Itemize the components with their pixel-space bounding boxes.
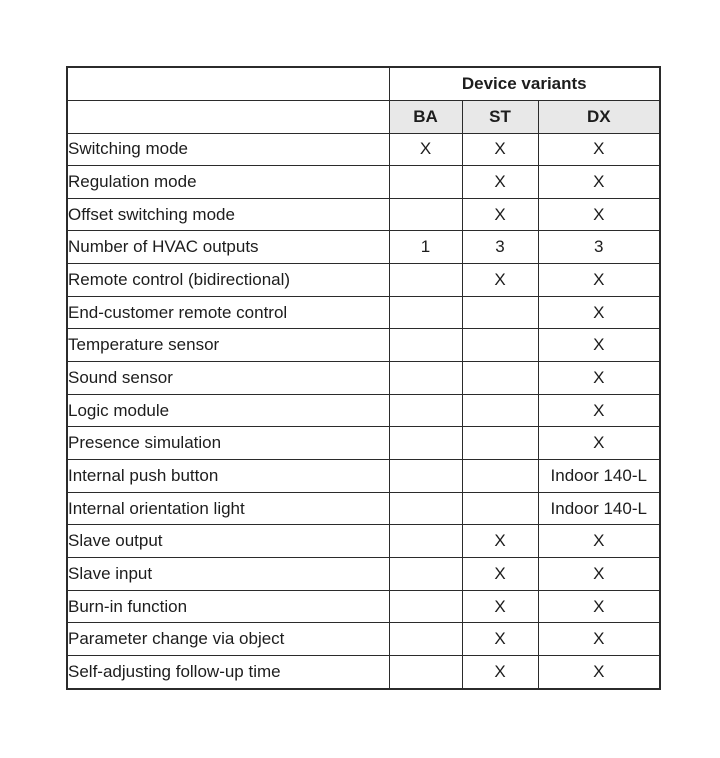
value-cell-dx: X: [538, 329, 660, 362]
value-cell-st: [462, 460, 538, 493]
value-cell-st: X: [462, 525, 538, 558]
value-cell-dx: X: [538, 525, 660, 558]
feature-label: Sound sensor: [67, 362, 389, 395]
value-cell-st: X: [462, 623, 538, 656]
blank-spacer-cell: [67, 100, 389, 133]
value-cell-dx: X: [538, 558, 660, 591]
table-row: [67, 460, 660, 493]
feature-label: Internal push button: [67, 460, 389, 493]
feature-label: Switching mode: [67, 133, 389, 166]
feature-label: Number of HVAC outputs: [67, 231, 389, 264]
feature-label: Logic module: [67, 394, 389, 427]
table-row: [67, 133, 660, 166]
value-cell-dx: X: [538, 198, 660, 231]
table-group-header: Device variants: [389, 67, 660, 100]
value-cell-ba: [389, 492, 462, 525]
value-cell-st: X: [462, 656, 538, 690]
feature-label: Slave output: [67, 525, 389, 558]
feature-label: Self-adjusting follow-up time: [67, 656, 389, 690]
value-cell-st: [462, 427, 538, 460]
value-cell-ba: [389, 558, 462, 591]
value-cell-st: [462, 296, 538, 329]
table-row: [67, 525, 660, 558]
value-cell-ba: [389, 460, 462, 493]
value-cell-st: X: [462, 558, 538, 591]
value-cell-dx: X: [538, 296, 660, 329]
column-header-st: ST: [462, 100, 538, 133]
value-cell-ba: [389, 623, 462, 656]
value-cell-ba: [389, 427, 462, 460]
value-cell-ba: [389, 656, 462, 690]
table-row: [67, 656, 660, 690]
value-cell-dx: Indoor 140-L: [538, 460, 660, 493]
table-row: [67, 558, 660, 591]
table-row: [67, 329, 660, 362]
table-row: [67, 264, 660, 297]
feature-label: Internal orientation light: [67, 492, 389, 525]
value-cell-st: X: [462, 590, 538, 623]
value-cell-st: X: [462, 198, 538, 231]
value-cell-ba: [389, 362, 462, 395]
blank-spacer-cell: [67, 67, 389, 100]
table-row: [67, 623, 660, 656]
value-cell-st: X: [462, 133, 538, 166]
value-cell-ba: [389, 264, 462, 297]
feature-label: Regulation mode: [67, 166, 389, 199]
value-cell-dx: X: [538, 590, 660, 623]
feature-label: Remote control (bidirectional): [67, 264, 389, 297]
group-header-row: [67, 67, 660, 100]
value-cell-ba: [389, 329, 462, 362]
device-variants-table: [66, 66, 661, 690]
value-cell-dx: X: [538, 623, 660, 656]
value-cell-dx: 3: [538, 231, 660, 264]
column-header-row: [67, 100, 660, 133]
value-cell-st: 3: [462, 231, 538, 264]
value-cell-ba: X: [389, 133, 462, 166]
value-cell-st: [462, 492, 538, 525]
value-cell-st: [462, 362, 538, 395]
value-cell-st: X: [462, 264, 538, 297]
value-cell-dx: X: [538, 656, 660, 690]
value-cell-ba: [389, 394, 462, 427]
table-row: [67, 427, 660, 460]
table-row: [67, 590, 660, 623]
table-row: [67, 198, 660, 231]
feature-label: Burn-in function: [67, 590, 389, 623]
column-header-dx: DX: [538, 100, 660, 133]
value-cell-dx: X: [538, 427, 660, 460]
table-row: [67, 492, 660, 525]
column-header-ba: BA: [389, 100, 462, 133]
value-cell-ba: [389, 198, 462, 231]
feature-label: Slave input: [67, 558, 389, 591]
value-cell-dx: X: [538, 133, 660, 166]
value-cell-st: [462, 329, 538, 362]
table-row: [67, 231, 660, 264]
feature-label: Offset switching mode: [67, 198, 389, 231]
table-row: [67, 296, 660, 329]
feature-label: Temperature sensor: [67, 329, 389, 362]
feature-label: Presence simulation: [67, 427, 389, 460]
value-cell-dx: X: [538, 394, 660, 427]
value-cell-ba: [389, 166, 462, 199]
value-cell-dx: X: [538, 362, 660, 395]
value-cell-ba: [389, 525, 462, 558]
value-cell-dx: X: [538, 264, 660, 297]
value-cell-st: X: [462, 166, 538, 199]
value-cell-dx: Indoor 140-L: [538, 492, 660, 525]
value-cell-ba: 1: [389, 231, 462, 264]
table-row: [67, 362, 660, 395]
table-row: [67, 166, 660, 199]
value-cell-st: [462, 394, 538, 427]
feature-label: End-customer remote control: [67, 296, 389, 329]
value-cell-ba: [389, 590, 462, 623]
value-cell-dx: X: [538, 166, 660, 199]
value-cell-ba: [389, 296, 462, 329]
table-row: [67, 394, 660, 427]
feature-label: Parameter change via object: [67, 623, 389, 656]
